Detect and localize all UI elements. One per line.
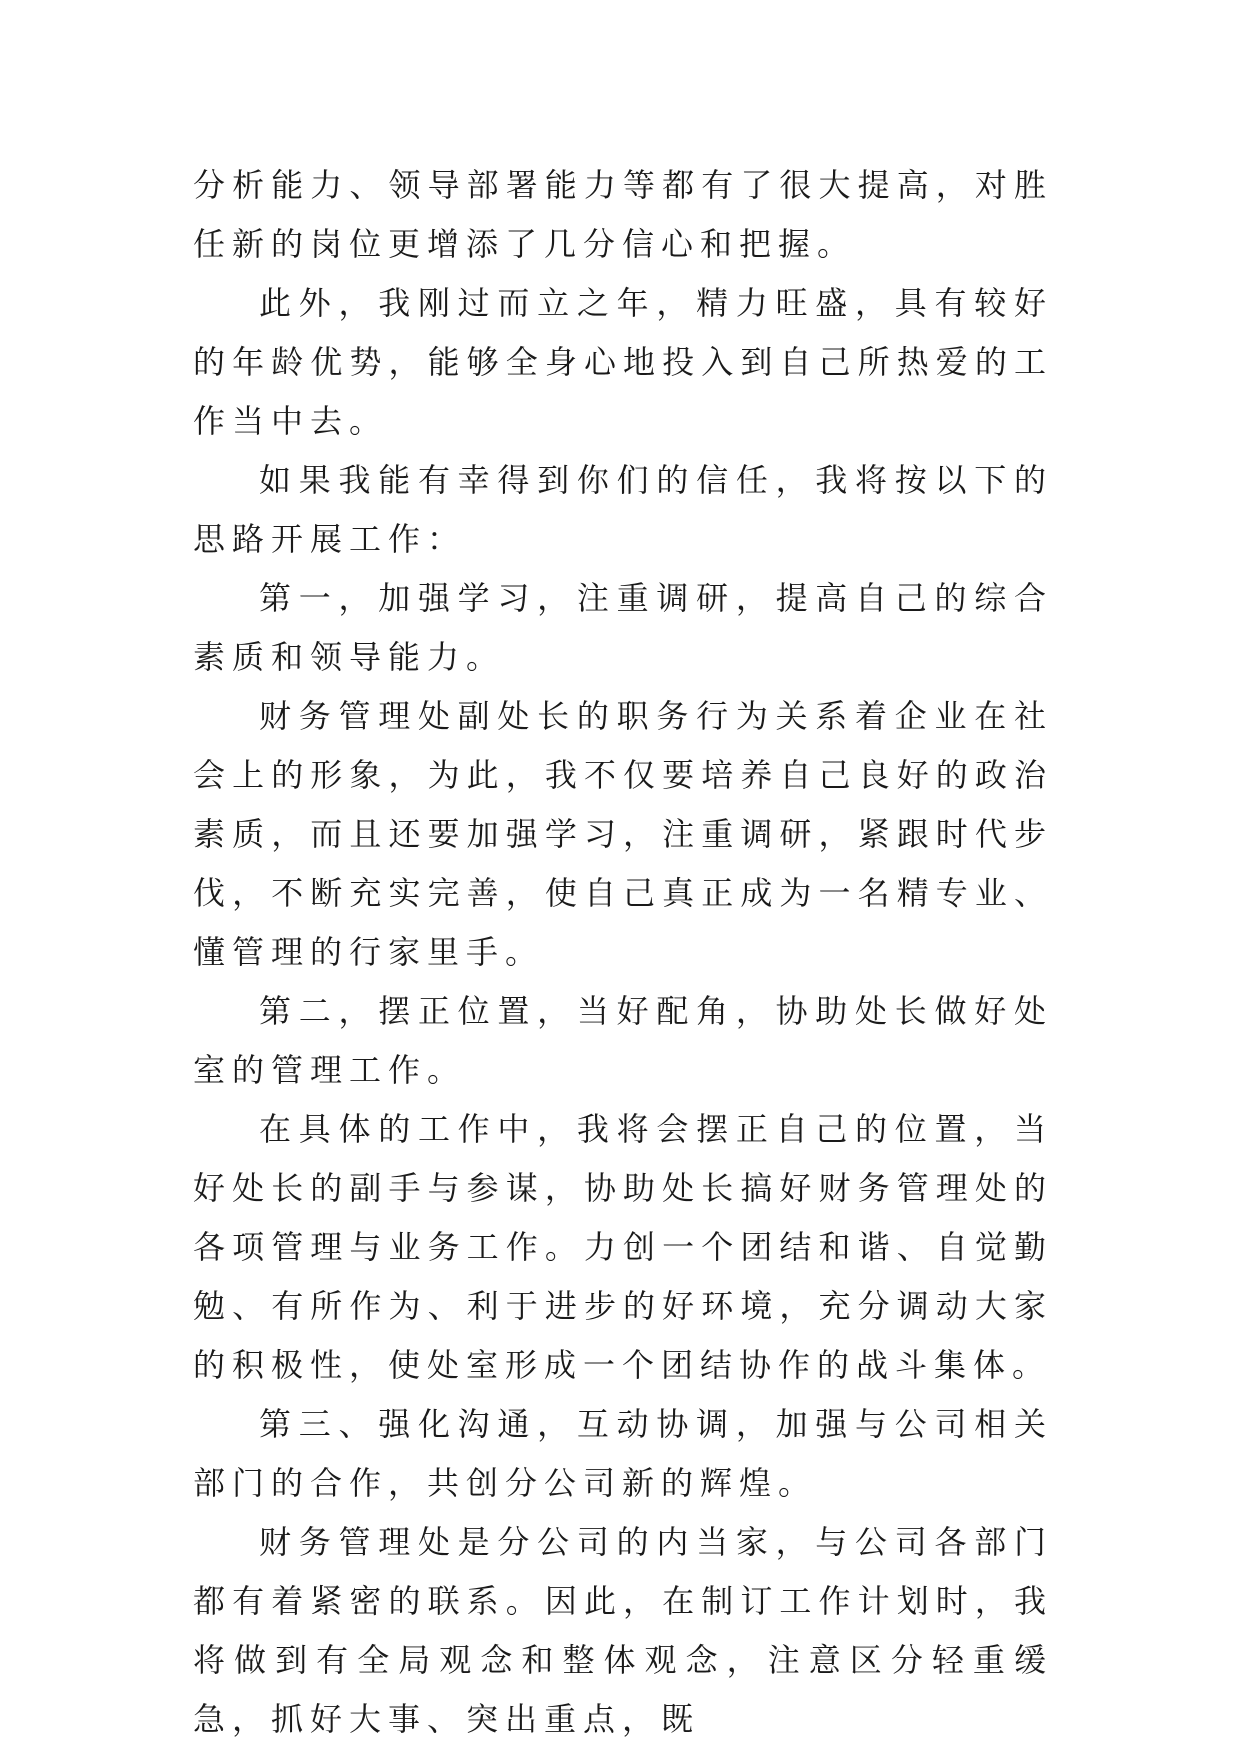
paragraph-work-plan-intro: 如果我能有幸得到你们的信任，我将按以下的思路开展工作： — [193, 461, 1053, 558]
paragraph-point-two-body: 在具体的工作中，我将会摆正自己的位置，当好处长的副手与参谋，协助处长搞好财务管理处的各项管理与业务工作。力创一个团结和谐、自觉勤勉、有所作为、利于进步的好环境，充分调动大家的积极性，使处室形成一个团结协作的战斗集体。 — [193, 1110, 1053, 1384]
paragraph-point-two-heading: 第二，摆正位置，当好配角，协助处长做好处室的管理工作。 — [193, 992, 1053, 1089]
paragraph-point-three-body: 财务管理处是分公司的内当家，与公司各部门都有着紧密的联系。因此，在制订工作计划时，我将做到有全局观念和整体观念，注意区分轻重缓急，抓好大事、突出重点，既 — [193, 1523, 1053, 1738]
paragraph-point-one-body: 财务管理处副处长的职务行为关系着企业在社会上的形象，为此，我不仅要培养自己良好的政治素质，而且还要加强学习，注重调研，紧跟时代步伐，不断充实完善，使自己真正成为一名精专业、懂管理的行家里手。 — [193, 697, 1053, 971]
document-body — [193, 156, 1053, 1749]
paragraph-continuation: 分析能力、领导部署能力等都有了很大提高，对胜任新的岗位更增添了几分信心和把握。 — [193, 166, 1053, 263]
paragraph-point-one-heading: 第一，加强学习，注重调研，提高自己的综合素质和领导能力。 — [193, 579, 1053, 676]
paragraph-age-advantage: 此外，我刚过而立之年，精力旺盛，具有较好的年龄优势，能够全身心地投入到自己所热爱的工作当中去。 — [193, 284, 1053, 440]
paragraph-point-three-heading: 第三、强化沟通，互动协调，加强与公司相关部门的合作，共创分公司新的辉煌。 — [193, 1405, 1053, 1502]
